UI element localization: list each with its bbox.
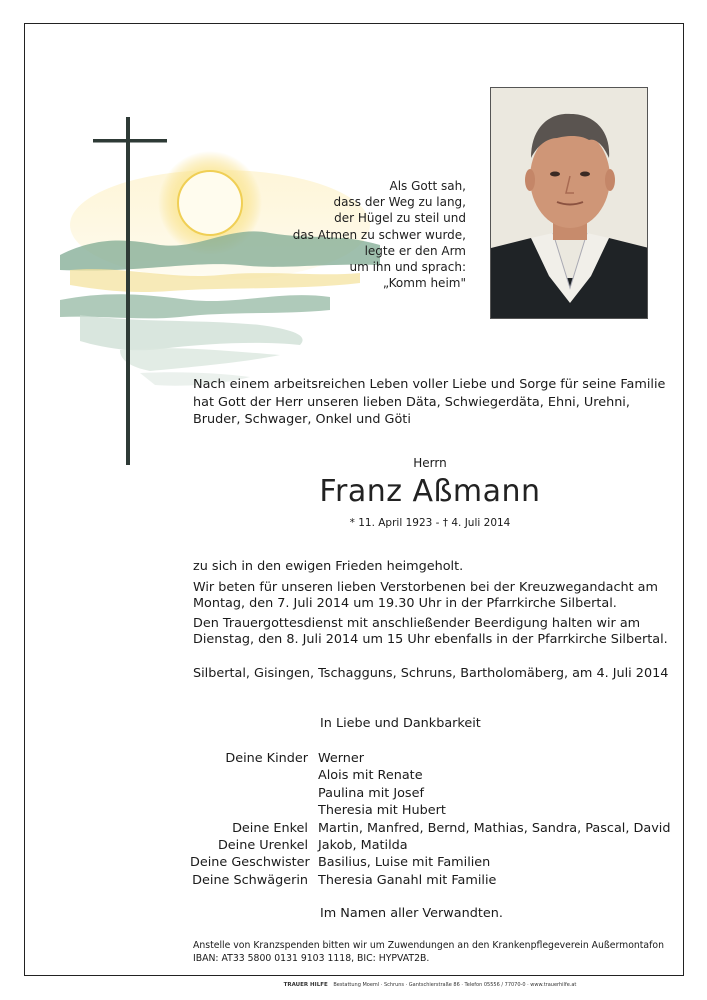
cross-horizontal-beam [93, 139, 167, 143]
family-names: Paulina mit Josef [318, 785, 424, 801]
peace-line: zu sich in den ewigen Frieden heimgeholt. [193, 559, 464, 574]
family-label: Deine Urenkel [217, 838, 308, 854]
poem-line: dass der Weg zu lang, [333, 195, 466, 210]
family-label [190, 767, 318, 784]
family-names: Jakob, Matilda [318, 838, 408, 854]
family-row [190, 837, 670, 854]
family-names: Werner [318, 751, 365, 766]
family-row [190, 872, 670, 889]
family-label: Deine Enkel [232, 820, 308, 836]
family-row [190, 750, 670, 767]
prayer-notice: Wir beten für unseren lieben Verstorbenen bei der Kreuzwegandacht am Montag, den 7. Juli 2014 um 19.30 Uhr in der Pfarrkirche Silbertal. [193, 580, 658, 611]
salutation: Herrn [413, 456, 447, 470]
gratitude-line: In Liebe und Dankbarkeit [320, 716, 481, 731]
family-row [190, 820, 670, 837]
footer-details: Bestattung Moeml · Schruns · Gantschierstraße 86 · Telefon 05556 / 77070-0 · www.trauerhilfe.at [333, 982, 577, 988]
deceased-name: Franz Aßmann [319, 474, 541, 509]
family-label [190, 802, 318, 819]
poem-line: um ihn und sprach: [349, 260, 466, 275]
family-label: Deine Geschwister [190, 855, 310, 871]
family-names: Theresia Ganahl mit Familie [318, 872, 497, 888]
family-names: Martin, Manfred, Bernd, Mathias, Sandra, Pascal, David [318, 820, 671, 836]
poem-line: der Hügel zu steil und [334, 211, 466, 226]
family-row [190, 785, 670, 802]
bank-details: IBAN: AT33 5800 0131 9103 1118, BIC: HYPVAT2B. [193, 953, 430, 964]
poem [293, 178, 466, 291]
poem-line: das Atmen zu schwer wurde, [292, 227, 466, 242]
cross-vertical-beam [126, 117, 130, 465]
donation-line: Anstelle von Kranzspenden bitten wir um Zuwendungen an den Krankenpflegeverein Außermontafon [193, 940, 664, 951]
family-row [190, 854, 670, 871]
poem-line: „Komm heim" [382, 276, 466, 291]
footer-brand: TRAUER HILFE [283, 982, 328, 988]
family-row [190, 767, 670, 784]
family-list [190, 750, 670, 889]
footer [0, 982, 707, 988]
funeral-notice: Den Trauergottesdienst mit anschließender Beerdigung halten wir am Dienstag, den 8. Juli 2014 um 15 Uhr ebenfalls in der Pfarrkirche Silbertal. [193, 616, 668, 647]
family-label [190, 785, 318, 802]
signoff: Im Namen aller Verwandten. [320, 906, 503, 921]
family-row [190, 802, 670, 819]
intro-text: Nach einem arbeitsreichen Leben voller Liebe und Sorge für seine Familie hat Gott der Herr unseren lieben Däta, Schwiegerdäta, Ehni, Urehni, Bruder, Schwager, Onkel und Göti [193, 377, 666, 428]
donation-note [193, 939, 664, 965]
portrait-photo [490, 87, 648, 319]
family-names: Theresia mit Hubert [318, 803, 446, 819]
family-names: Alois mit Renate [318, 768, 423, 784]
family-label: Deine Schwägerin [192, 872, 308, 888]
life-dates: * 11. April 1923 - † 4. Juli 2014 [349, 517, 511, 529]
poem-line: Als Gott sah, [389, 179, 466, 193]
family-label: Deine Kinder [225, 751, 308, 766]
place-date: Silbertal, Gisingen, Tschagguns, Schruns, Bartholomäberg, am 4. Juli 2014 [193, 666, 669, 681]
family-names: Basilius, Luise mit Familien [318, 855, 491, 871]
poem-line: legte er den Arm [364, 243, 466, 258]
